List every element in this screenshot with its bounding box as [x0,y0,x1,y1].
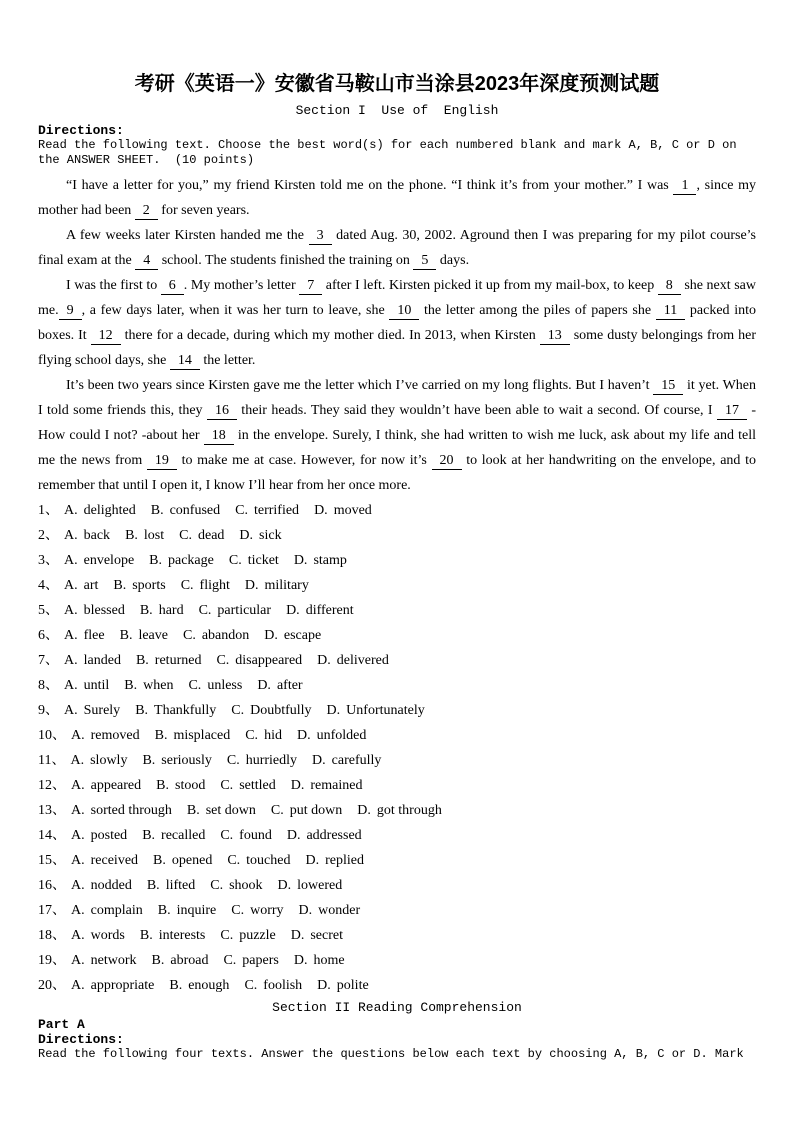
cloze-blank-4: 4 [135,252,158,270]
option-A: A. received [71,853,139,868]
option-letter: A. [70,753,85,768]
option-letter: A. [71,978,85,993]
cloze-blank-20: 20 [432,452,462,470]
option-letter: D. [286,603,300,618]
section2-directions-text: Read the following four texts. Answer the questions below each text by choosing A, B, C or D. Mark [38,1047,744,1061]
question-row [38,873,756,898]
option-letter: C. [216,653,230,668]
question-row [38,623,756,648]
option-letter: D. [312,753,326,768]
cloze-blank-7: 7 [299,277,322,295]
option-D: D. polite [317,978,369,993]
option-D: D. escape [264,628,322,643]
option-letter: D. [305,853,320,868]
option-letter: C. [226,753,240,768]
question-row [38,698,756,723]
option-letter: A. [64,703,78,718]
option-letter: D. [326,703,341,718]
option-D: D. different [286,603,354,618]
option-C: C. foolish [244,978,303,993]
option-letter: A. [64,578,78,593]
option-letter: A. [71,728,85,743]
question-number: 13、 [38,803,66,818]
option-letter: C. [220,778,234,793]
option-letter: C. [235,503,248,518]
option-A: A. complain [71,903,143,918]
option-A: A. slowly [70,753,128,768]
option-letter: B. [186,803,200,818]
question-number: 7、 [38,653,59,668]
option-letter: C. [220,928,234,943]
option-C: C. dead [179,528,225,543]
question-number: 4、 [38,578,59,593]
option-A: A. art [64,578,99,593]
option-B: B. stood [156,778,206,793]
option-letter: B. [150,503,164,518]
question-row [38,523,756,548]
option-B: B. Thankfully [135,703,217,718]
option-letter: C. [180,578,194,593]
option-A: A. landed [64,653,121,668]
option-letter: C. [228,553,242,568]
option-D: D. secret [290,928,344,943]
option-A: A. flee [64,628,105,643]
option-letter: B. [154,728,168,743]
question-row [38,973,756,998]
option-B: B. interests [139,928,206,943]
option-letter: B. [142,828,156,843]
question-number: 11、 [38,753,66,768]
option-D: D. got through [357,803,442,818]
question-row [38,748,756,773]
question-row [38,648,756,673]
option-letter: B. [157,903,171,918]
option-D: D. home [293,953,345,968]
cloze-blank-19: 19 [147,452,177,470]
option-C: C. worry [231,903,284,918]
option-letter: C. [220,828,234,843]
option-letter: A. [71,878,85,893]
cloze-blank-16: 16 [207,402,237,420]
question-row [38,823,756,848]
option-B: B. enough [169,978,230,993]
question-number: 9、 [38,703,59,718]
option-letter: B. [139,928,153,943]
option-C: C. found [220,828,272,843]
question-row [38,948,756,973]
question-row [38,898,756,923]
question-number: 3、 [38,553,59,568]
option-A: A. delighted [64,503,136,518]
option-B: B. inquire [157,903,217,918]
option-A: A. words [71,928,125,943]
option-letter: C. [245,728,259,743]
cloze-blank-9: 9 [59,302,82,320]
option-letter: B. [125,528,138,543]
option-letter: A. [71,953,85,968]
section1-directions-text: Read the following text. Choose the best word(s) for each numbered blank and mark A, B, C or D on the ANSWER SHEET. (10 points) [38,138,744,167]
option-C: C. disappeared [216,653,303,668]
question-number: 10、 [38,728,66,743]
option-B: B. opened [153,853,213,868]
page-title: 考研《英语一》安徽省马鞍山市当涂县2023年深度预测试题 [134,73,660,95]
option-D: D. after [257,678,303,693]
question-number: 2、 [38,528,59,543]
option-C: C. hurriedly [226,753,298,768]
option-letter: A. [71,928,85,943]
cloze-blank-11: 11 [656,302,685,320]
option-letter: D. [257,678,271,693]
option-letter: D. [314,503,328,518]
option-D: D. lowered [277,878,343,893]
question-row [38,848,756,873]
option-A: A. nodded [71,878,132,893]
cloze-blank-12: 12 [91,327,121,345]
question-row [38,923,756,948]
option-A: A. envelope [64,553,135,568]
option-C: C. hid [245,728,282,743]
question-number: 15、 [38,853,66,868]
option-letter: A. [64,528,78,543]
option-B: B. sports [113,578,166,593]
option-A: A. posted [71,828,128,843]
option-letter: A. [64,628,78,643]
question-list [38,498,756,998]
passage-paragraph: A few weeks later Kirsten handed me the 3 dated Aug. 30, 2002. Aground then I was preparing for my pilot course’s final exam at the 4 school. The students finished the training on 5 days. [38,228,757,268]
option-B: B. lost [125,528,165,543]
question-row [38,498,756,523]
option-D: D. remained [290,778,363,793]
option-D: D. delivered [317,653,389,668]
option-B: B. confused [150,503,221,518]
question-number: 16、 [38,878,66,893]
option-D: D. wonder [298,903,361,918]
option-B: B. recalled [142,828,206,843]
option-letter: C. [231,703,245,718]
option-letter: A. [71,803,85,818]
option-letter: A. [64,653,78,668]
option-letter: D. [317,653,331,668]
option-D: D. unfolded [296,728,367,743]
option-B: B. seriously [142,753,212,768]
question-number: 1、 [38,503,59,518]
option-D: D. replied [305,853,364,868]
option-A: A. removed [71,728,140,743]
option-letter: B. [142,753,156,768]
cloze-blank-15: 15 [653,377,683,395]
option-letter: A. [71,828,85,843]
option-letter: D. [239,528,254,543]
option-letter: C. [244,978,258,993]
section2-directions-label: Directions: [38,1032,124,1047]
option-B: B. package [149,553,214,568]
cloze-blank-2: 2 [135,202,158,220]
cloze-blank-1: 1 [673,177,696,195]
option-letter: D. [290,928,305,943]
option-B: B. misplaced [154,728,231,743]
cloze-passage [38,173,756,498]
cloze-blank-17: 17 [717,402,747,420]
question-number: 14、 [38,828,66,843]
option-C: C. put down [270,803,343,818]
option-letter: B. [119,628,133,643]
option-letter: B. [169,978,183,993]
option-letter: C. [270,803,284,818]
option-letter: C. [223,953,237,968]
question-number: 12、 [38,778,66,793]
cloze-blank-18: 18 [204,427,234,445]
option-letter: A. [64,503,78,518]
option-C: C. touched [227,853,291,868]
option-B: B. returned [135,653,202,668]
option-A: A. network [71,953,137,968]
passage-paragraph: It’s been two years since Kirsten gave me the letter which I’ve carried on my long flights. But I haven’t 15 it yet. When I told some friends this, they 16 their heads. They said they wouldn’t have been able to wait a second. Of course, I 17 -How could I not? -about her 18 in the envelope. Surely, I think, she had written to wish me luck, ask about my life and tell me the news from 19 to make me at case. However, for now it’s 20 to look at her handwriting on the envelope, and to remember that until I open it, I know I’ll hear from her once more. [38,378,757,493]
cloze-blank-6: 6 [161,277,184,295]
question-row [38,773,756,798]
question-number: 6、 [38,628,59,643]
cloze-blank-5: 5 [413,252,436,270]
option-A: A. blessed [64,603,125,618]
option-letter: A. [64,678,78,693]
option-B: B. leave [119,628,168,643]
option-B: B. hard [139,603,184,618]
option-C: C. papers [223,953,279,968]
option-B: B. set down [186,803,256,818]
question-row [38,723,756,748]
option-letter: D. [277,878,292,893]
option-letter: B. [135,703,149,718]
option-C: C. unless [188,678,243,693]
option-C: C. settled [220,778,276,793]
option-letter: B. [151,953,165,968]
option-A: A. appeared [71,778,142,793]
option-C: C. puzzle [220,928,276,943]
cloze-blank-3: 3 [309,227,332,245]
option-C: C. flight [180,578,230,593]
section1-heading: Section I Use of English [295,103,499,118]
option-D: D. carefully [312,753,382,768]
option-letter: B. [156,778,169,793]
question-number: 8、 [38,678,59,693]
option-letter: C. [182,628,196,643]
section2-heading: Section II Reading Comprehension [272,1000,522,1015]
option-B: B. when [124,678,174,693]
question-number: 5、 [38,603,59,618]
option-A: A. appropriate [71,978,155,993]
option-letter: C. [210,878,224,893]
option-C: C. terrified [235,503,300,518]
question-number: 18、 [38,928,66,943]
option-letter: D. [293,553,308,568]
option-D: D. Unfortunately [326,703,425,718]
section2-part-label: Part A [38,1017,85,1032]
option-letter: A. [64,553,78,568]
question-row [38,598,756,623]
cloze-blank-10: 10 [389,302,419,320]
option-letter: D. [290,778,305,793]
question-row [38,548,756,573]
question-number: 19、 [38,953,66,968]
option-D: D. sick [239,528,282,543]
question-row [38,573,756,598]
option-B: B. abroad [151,953,209,968]
option-letter: B. [146,878,160,893]
option-letter: B. [149,553,162,568]
option-letter: D. [244,578,259,593]
passage-paragraph: I was the first to 6 . My mother’s letter 7 after I left. Kirsten picked it up from my mail-box, to keep 8 she next saw me. 9 , a few days later, when it was her turn to leave, she 10 the letter among the piles of papers she 11 packed into boxes. It 12 there for a decade, during which my mother died. In 2013, when Kirsten 13 some dusty belongings from her flying school days, she 14 the letter. [38,278,756,368]
option-letter: A. [71,778,85,793]
section1-directions-label: Directions: [38,123,124,138]
option-letter: C. [179,528,192,543]
option-C: C. Doubtfully [231,703,312,718]
question-number: 20、 [38,978,66,993]
option-D: D. moved [314,503,372,518]
option-letter: A. [71,903,85,918]
option-B: B. lifted [146,878,196,893]
option-letter: B. [153,853,166,868]
option-D: D. addressed [286,828,362,843]
option-letter: D. [264,628,278,643]
option-letter: C. [231,903,245,918]
option-C: C. abandon [182,628,250,643]
option-letter: D. [293,953,308,968]
option-A: A. until [64,678,110,693]
option-letter: B. [124,678,138,693]
option-letter: D. [317,978,331,993]
option-letter: B. [139,603,153,618]
cloze-blank-14: 14 [170,352,200,370]
option-A: A. sorted through [71,803,172,818]
question-row [38,798,756,823]
option-C: C. particular [198,603,272,618]
option-letter: A. [64,603,78,618]
option-letter: C. [198,603,212,618]
option-letter: D. [298,903,313,918]
option-letter: B. [113,578,127,593]
option-D: D. military [244,578,309,593]
option-A: A. back [64,528,111,543]
cloze-blank-8: 8 [658,277,681,295]
option-C: C. shook [210,878,263,893]
option-letter: D. [296,728,311,743]
question-number: 17、 [38,903,66,918]
option-letter: C. [227,853,241,868]
cloze-blank-13: 13 [540,327,570,345]
option-D: D. stamp [293,553,347,568]
option-letter: A. [71,853,85,868]
passage-paragraph: “I have a letter for you,” my friend Kirsten told me on the phone. “I think it’s from your mother.” I was 1 , since my mother had been 2 for seven years. [38,178,756,218]
question-row [38,673,756,698]
option-letter: D. [357,803,371,818]
option-letter: C. [188,678,202,693]
option-A: A. Surely [64,703,121,718]
option-letter: B. [135,653,149,668]
option-C: C. ticket [228,553,279,568]
option-letter: D. [286,828,301,843]
